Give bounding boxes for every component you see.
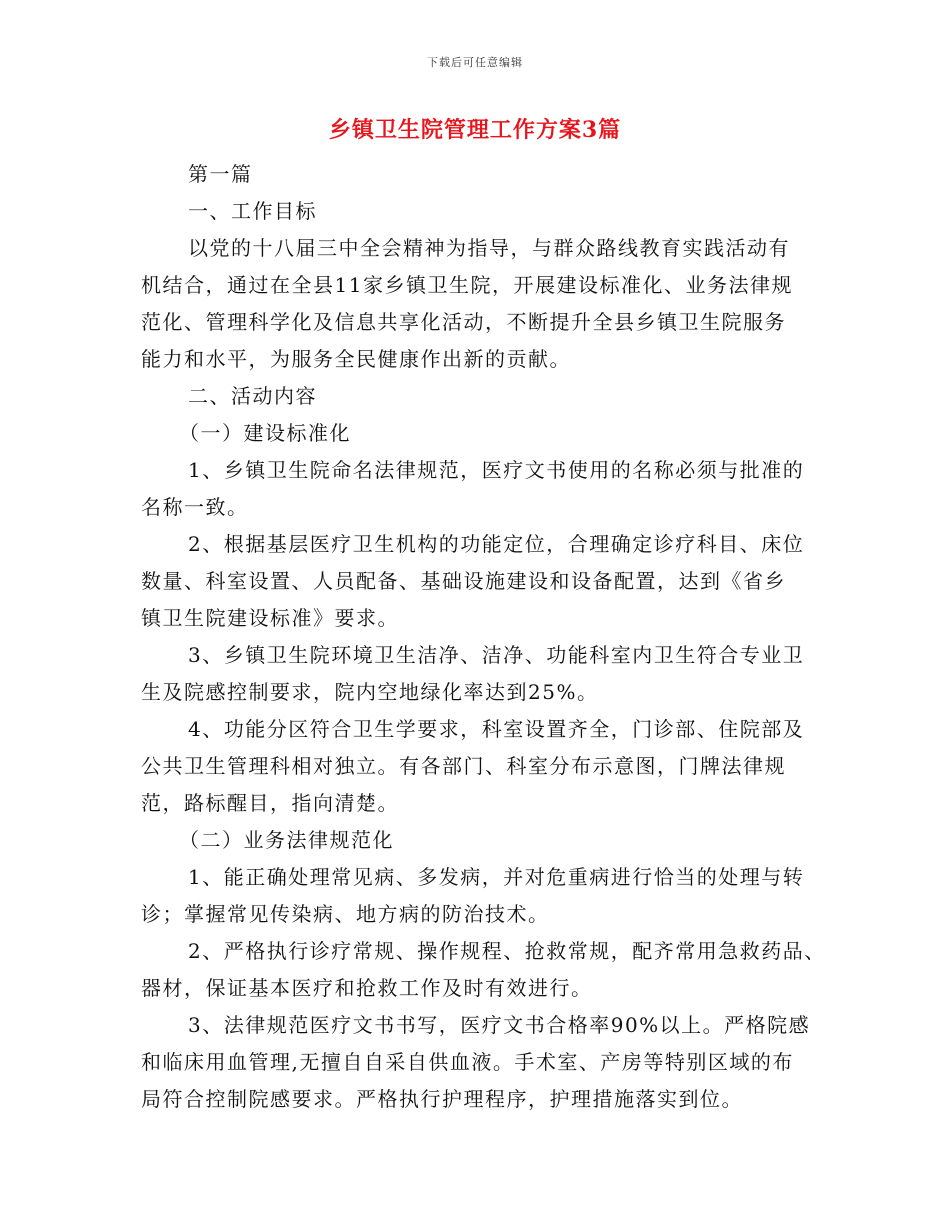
text-line: 4、功能分区符合卫生学要求，科室设置齐全，门诊部、住院部及: [188, 717, 805, 741]
text-line: 3、乡镇卫生院环境卫生洁净、洁净、功能科室内卫生符合专业卫: [188, 643, 805, 667]
text-line: 3、法律规范医疗文书书写，医疗文书合格率90%以上。严格院感: [188, 1013, 811, 1037]
text-line: 镇卫生院建设标准》要求。: [141, 606, 399, 630]
document-body: [141, 156, 826, 1118]
text-line: 生及院感控制要求，院内空地绿化率达到25%。: [141, 680, 599, 704]
header-note: 下载后可任意编辑: [427, 56, 523, 69]
text-line: 能力和水平，为服务全民健康作出新的贡献。: [141, 347, 571, 371]
document-title: 乡镇卫生院管理工作方案3篇: [328, 117, 622, 143]
text-line: 局符合控制院感要求。严格执行护理程序，护理措施落实到位。: [141, 1087, 743, 1111]
text-line: 数量、科室设置、人员配备、基础设施建设和设备配置，达到《省乡: [141, 569, 786, 593]
text-line: 2、根据基层医疗卫生机构的功能定位，合理确定诊疗科目、床位: [188, 532, 805, 556]
text-line: 1、乡镇卫生院命名法律规范，医疗文书使用的名称必须与批准的: [188, 458, 805, 482]
text-line: 诊；掌握常见传染病、地方病的防治技术。: [141, 902, 550, 926]
text-line: 一、工作目标: [188, 199, 317, 223]
text-line: 范化、管理科学化及信息共享化活动，不断提升全县乡镇卫生院服务: [141, 310, 786, 334]
text-line: 范，路标醒目，指向清楚。: [141, 791, 399, 815]
text-line: （一）建设标准化: [179, 421, 351, 445]
text-line: 以党的十八届三中全会精神为指导，与群众路线教育实践活动有: [188, 236, 790, 260]
text-line: 器材，保证基本医疗和抢救工作及时有效进行。: [141, 976, 593, 1000]
text-line: 机结合，通过在全县11家乡镇卫生院，开展建设标准化、业务法律规: [141, 273, 793, 297]
text-line: 二、活动内容: [188, 384, 317, 408]
text-line: 第一篇: [188, 162, 253, 186]
text-line: （二）业务法律规范化: [179, 828, 394, 852]
text-line: 公共卫生管理科相对独立。有各部门、科室分布示意图，门牌法律规: [141, 754, 786, 778]
text-line: 1、能正确处理常见病、多发病，并对危重病进行恰当的处理与转: [188, 865, 805, 889]
text-line: 2、严格执行诊疗常规、操作规程、抢救常规，配齐常用急救药品、: [188, 939, 826, 963]
text-line: 和临床用血管理,无擅自自采自供血液。手术室、产房等特别区域的布: [141, 1050, 794, 1074]
text-line: 名称一致。: [141, 495, 249, 519]
